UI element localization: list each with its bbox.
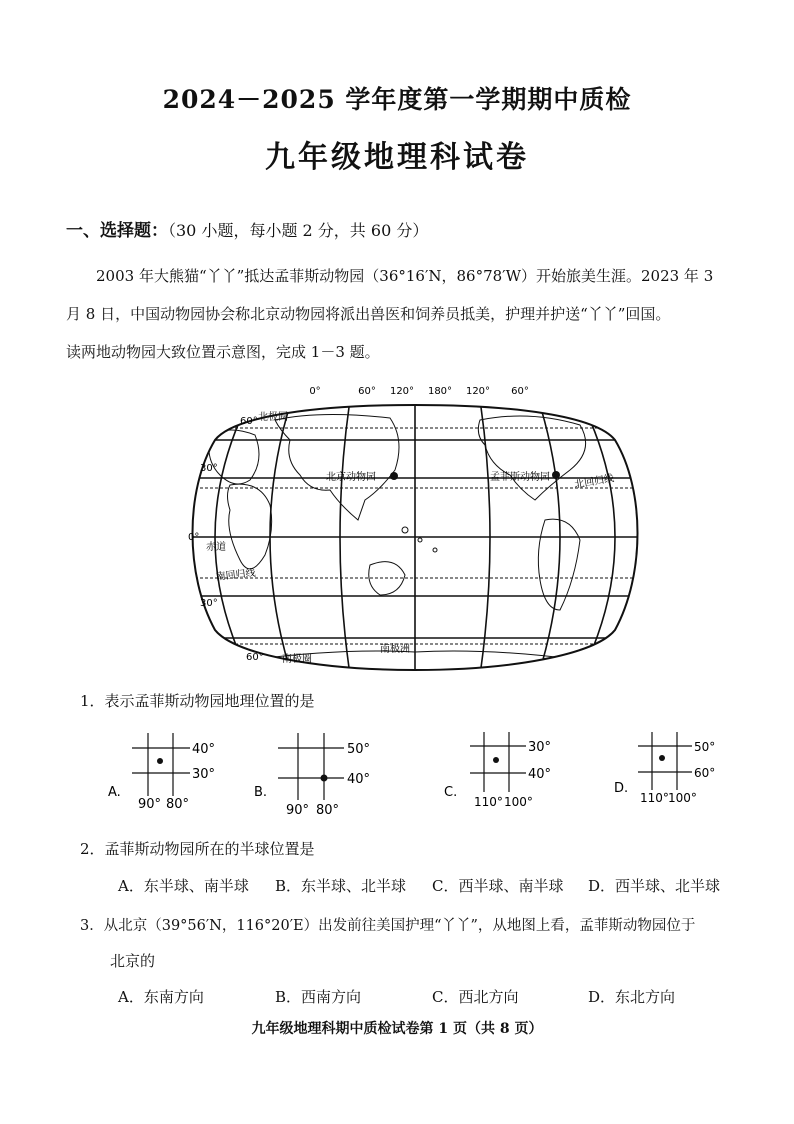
q1-d-lon-left: 110°	[640, 791, 669, 805]
lat-label-1: 30°	[200, 463, 218, 474]
q1-option-d-letter: D.	[614, 781, 629, 796]
q1-a-lat-bottom: 30°	[192, 767, 216, 782]
antarctica-label: 南极洲	[380, 644, 410, 655]
q1-a-lon-left: 90°	[138, 797, 162, 812]
q1-option-a[interactable]	[108, 728, 228, 810]
q1-c-lon-right: 100°	[504, 795, 533, 809]
memphis-zoo-label: 孟菲斯动物园	[490, 472, 550, 483]
q1-b-lon-left: 90°	[286, 803, 310, 818]
tropic-cancer-label: 北回归线	[573, 473, 615, 491]
antarctic-circle-label: 南极圈	[282, 654, 312, 665]
q2-option-b[interactable]: B．东半球、北半球	[275, 877, 407, 895]
lon-label-3: 180°	[427, 386, 453, 397]
q1-option-c-letter: C.	[444, 785, 458, 800]
passage-line-2: 月 8 日，中国动物园协会称北京动物园将派出兽医和饲养员抵美，护理并护送“丫丫”回国。	[66, 305, 671, 323]
q1-a-lon-right: 80°	[166, 797, 190, 812]
lat-label-3: 30°	[200, 598, 218, 609]
q1-c-lat-top: 30°	[528, 740, 552, 755]
lat-label-4: 60°	[246, 652, 264, 663]
q1-option-a-letter: A.	[108, 785, 121, 800]
q1-d-lat-top: 50°	[694, 740, 716, 754]
q1-option-b[interactable]	[254, 728, 384, 816]
memphis-zoo-marker	[552, 471, 560, 479]
q2-option-c[interactable]: C．西半球、南半球	[432, 877, 564, 895]
section-heading	[66, 216, 428, 241]
lon-label-1: 60°	[358, 386, 376, 397]
q3-option-c[interactable]: C．西北方向	[432, 988, 519, 1006]
q1-a-lat-top: 40°	[192, 742, 216, 757]
tropic-capricorn-label: 南回归线	[215, 567, 257, 583]
q3-stem-line-2: 北京的	[110, 952, 156, 970]
q1-b-lat-top: 50°	[347, 742, 371, 757]
lon-label-5: 60°	[511, 386, 529, 397]
passage-line-1: 2003 年大熊猫“丫丫”抵达孟菲斯动物园（36°16′N，86°78′W）开始旅美生涯。2023 年 3	[96, 267, 714, 285]
lon-label-2: 120°	[389, 386, 415, 397]
beijing-zoo-marker	[390, 472, 398, 480]
q2-stem: 2．孟菲斯动物园所在的半球位置是	[80, 840, 315, 858]
q1-d-lon-right: 100°	[668, 791, 697, 805]
beijing-zoo-label: 北京动物园	[326, 472, 376, 483]
q3-option-a[interactable]: A．东南方向	[118, 988, 204, 1006]
q1-option-c[interactable]	[444, 728, 564, 810]
q1-c-lon-left: 110°	[474, 795, 503, 809]
lat-label-2: 0°	[188, 532, 200, 543]
q1-stem: 1．表示孟菲斯动物园地理位置的是	[80, 692, 315, 710]
q1-b-lat-bottom: 40°	[347, 772, 371, 787]
equator-label: 赤道	[206, 542, 226, 553]
lon-label-0: 0°	[309, 386, 321, 397]
page-footer: 九年级地理科期中质检试卷第 1 页（共 8 页）	[251, 1021, 543, 1037]
section-title: 一、选择题：	[66, 221, 168, 241]
exam-title: 2024－2025 学年度第一学期期中质检	[162, 85, 632, 114]
passage-line-3: 读两地动物园大致位置示意图，完成 1－3 题。	[66, 343, 380, 361]
lon-label-4: 120°	[465, 386, 491, 397]
q3-stem-line-1: 3．从北京（39°56′N，116°20′E）出发前往美国护理“丫丫”，从地图上看，孟菲斯动物园位于	[80, 918, 696, 934]
exam-subtitle: 九年级地理科试卷	[265, 140, 529, 175]
q3-option-b[interactable]: B．西南方向	[275, 988, 362, 1006]
q1-option-d[interactable]	[614, 728, 734, 810]
section-note: （30 小题，每小题 2 分，共 60 分）	[168, 221, 429, 240]
arctic-circle-label: 北极圈	[258, 412, 288, 423]
q3-option-d[interactable]: D．东北方向	[588, 988, 676, 1006]
q2-option-a[interactable]: A．东半球、南半球	[118, 877, 249, 895]
q1-c-lat-bottom: 40°	[528, 767, 552, 782]
lat-label-0: 60°	[240, 416, 258, 427]
q1-b-lon-right: 80°	[316, 803, 340, 818]
world-map	[190, 380, 640, 685]
q1-option-b-letter: B.	[254, 785, 268, 800]
q1-d-lat-bottom: 60°	[694, 766, 716, 780]
q2-option-d[interactable]: D．西半球、北半球	[588, 877, 721, 895]
